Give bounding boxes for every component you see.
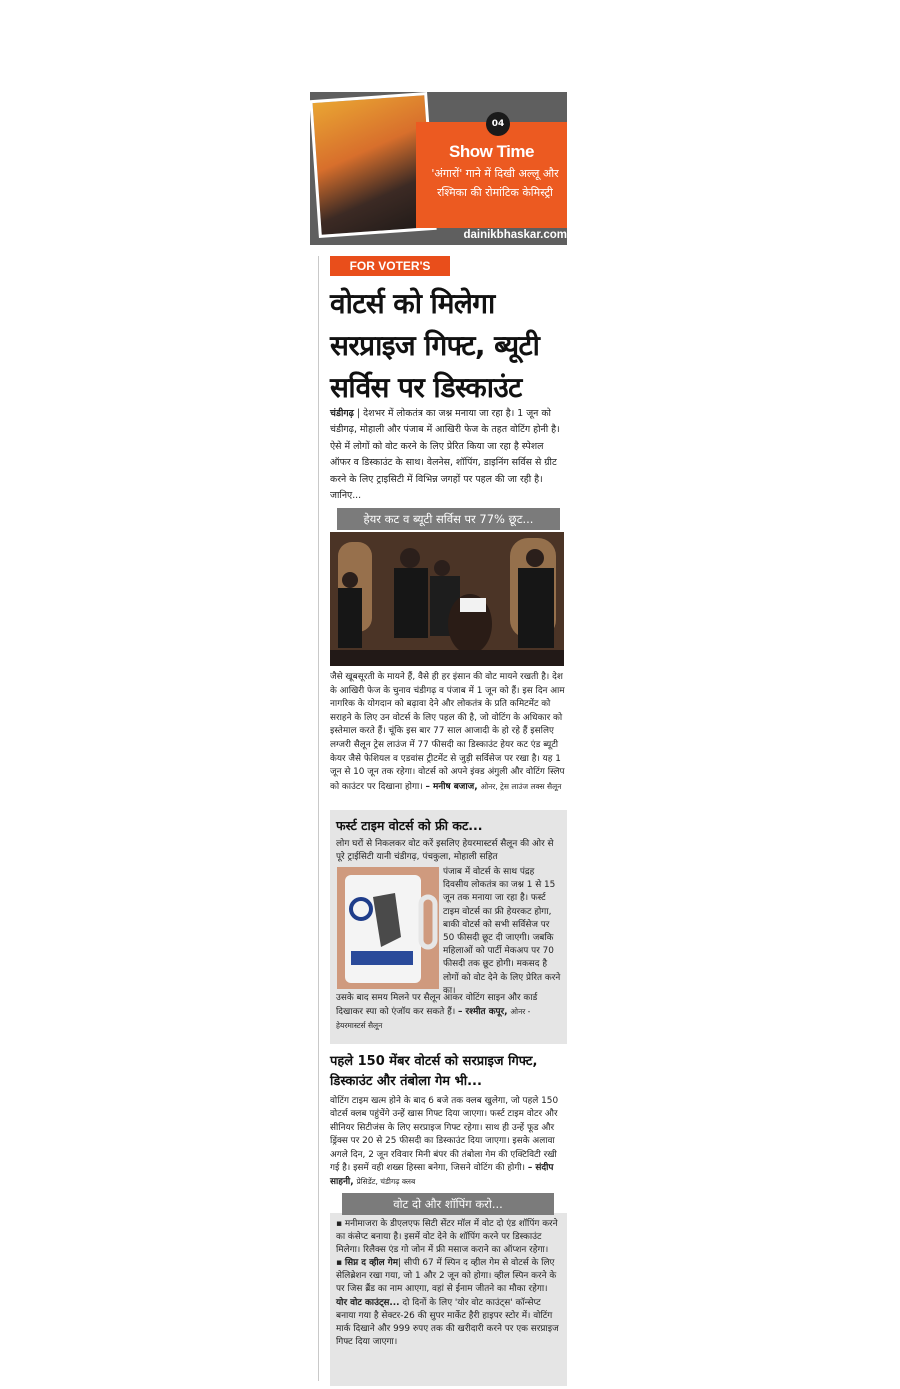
section2-author: – रश्मीत कपूर, xyxy=(458,1007,508,1018)
section3-author-role: प्रेसिडेंट, चंडीगढ़ क्लब xyxy=(356,1177,416,1187)
section1-text: जैसे खूबसूरती के मायने हैं, वैसे ही हर इंसान की वोट मायने रखती है। देश के आखिरी फेज के चुनाव चंडीगढ़ व पंजाब में 1 जून को हैं। इस दिन आम नागरिक के योगदान को बढ़ावा देने और लोकतंत्र के प्रति कमिटमेंट को सराहने के लिए उन वोटर्स के लिए पहल की है, जो वोटिंग के अधिकार को इस्तेमाल करते हैं। चूंकि इस बार 77 साल आजादी के हो रहे हैं इसलिए लग्जरी सैलून ट्रेस लाउंज में 77 फीसदी का डिस्काउंट हेयर कट एंड ब्यूटी केयर जैसे फेशियल व एडवांस ट्रीटमेंट से जुड़ी सर्विसेज पर रखा है। यह 1 जून से 10 जून तक रहेगा। वोटर्स को अपने इंक्ड अंगुली और वोटिंग स्लिप को काउंटर पर दिखाना होगा। xyxy=(330,672,565,792)
section2-text-top: लोग घरों से निकलकर वोट करें इसलिए हेयरमास्टर्स सैलून की ओर से पूरे ट्राईसिटी यानी चंडीगढ़, पंचकुला, मोहाली सहित xyxy=(336,839,554,863)
salon-photo xyxy=(330,532,564,666)
promo-text: 'अंगारों' गाने में दिखी अल्लू और रश्मिका की रोमांटिक केमिस्ट्री xyxy=(431,167,559,199)
bullet-2-text: | सीपी 67 में स्पिन द व्हील गेम से वोटर्स के लिए सेलिब्रेशन रखा गया, जो 1 और 2 जून को होगा। व्हील स्पिन करने के पर जिस ब्रैंड का नाम आएगा, वहां से ईनाम जीतने का मौका रहेगा। xyxy=(336,1258,557,1295)
section2-title: फर्स्ट टाइम वोटर्स को फ्री कट... xyxy=(336,818,483,833)
section3-author: – संदीप साहनी, xyxy=(330,1163,554,1188)
intro-text: | देशभर में लोकतंत्र का जश्न मनाया जा रहा है। 1 जून को चंडीगढ़, मोहाली और पंजाब में आखिरी फेज के तहत वोटिंग होनी है। ऐसे में लोगों को वोट करने के लिए प्रेरित किया जा रहा है स्पेशल ऑफर व डिस्काउंट के साथ। वेलनेस, शॉपिंग, डाइनिंग सर्विस से ग्रीट करने के लिए ट्राइसिटी में विभिन्न जगहों पर पहल की जा रही है। जानिए... xyxy=(330,408,560,502)
bullet-3-title: योर वोट काउंट्स... xyxy=(336,1297,400,1308)
section2-author-role: ओनर - हेयरमास्टर्स सैलून xyxy=(336,1007,531,1031)
section2-text-side: पंजाब में वोटर्स के साथ पंद्रह दिवसीय लोकतंत्र का जश्न 1 से 15 जून तक मनाया जा रहा है। फर्स्ट टाइम वोटर्स का फ्री हेयरकट होगा, बाकी वोटर्स को सभी सर्विसेज पर 50 फीसदी छूट दी जाएगी। जबकि महिलाओं को पार्टी मेकअप पर 70 फीसदी तक छूट होगी। मकसद है लोगों को वोट देने के लिए प्रेरित करने का। xyxy=(443,867,561,996)
page-number-badge: 04 xyxy=(486,112,510,136)
column-rule xyxy=(318,256,319,1381)
section-bar-hair-beauty: हेयर कट व ब्यूटी सर्विस पर 77% छूट... xyxy=(337,508,560,530)
section1-author-role: ओनर, ट्रेस लाउंज लक्स सैलून xyxy=(480,781,562,791)
section3-heading: पहले 150 मेंबर वोटर्स को सरप्राइज गिफ्ट, डिस्काउंट और तंबोला गेम भी... xyxy=(330,1054,538,1089)
intro-paragraph xyxy=(330,406,563,504)
promo-site-link[interactable]: dainikbhaskar.com xyxy=(463,229,567,241)
headline: वोटर्स को मिलेगा सरप्राइज गिफ्ट, ब्यूटी सर्विस पर डिस्काउंट xyxy=(330,287,540,404)
bullet-2-title: सिप्न द व्हील गेम xyxy=(344,1258,399,1269)
section2-text-bottom xyxy=(336,992,561,1034)
bullet-3-text: दो दिनों के लिए 'योर वोट काउंट्स' कॉन्सेप्ट बनाया गया है सेक्टर-26 की सुपर मार्केट हैरी हाइपर स्टोर में। वोटिंग मार्क दिखाने और 999 रुपए तक की खरीदारी करने पर एक सरप्राइज गिफ्ट दिया जाएगा। xyxy=(336,1297,559,1347)
salon-photo-illustration xyxy=(330,532,564,666)
bullet-item: ▪ मनीमाजरा के डीएलएफ सिटी सेंटर मॉल में वोट दो एंड शॉपिंग करने का कंसेप्ट बनाया है। इसमें वोट देने के शॉपिंग करने पर डिस्काउंट मिलेगा। रिलैक्स एंड गो जोन में फ्री मसाज कराने का ऑप्शन रहेगा। xyxy=(336,1219,558,1256)
section1-author: – मनीष बजाज, xyxy=(425,781,478,792)
bullet-1-text: मनीमाजरा के डीएलएफ सिटी सेंटर मॉल में वोट दो एंड शॉपिंग करने का कंसेप्ट बनाया है। इसमें वोट देने के शॉपिंग करने पर डिस्काउंट मिलेगा। रिलैक्स एंड गो जोन में फ्री मसाज कराने का ऑप्शन रहेगा। xyxy=(336,1219,558,1256)
section1-paragraph xyxy=(330,671,565,794)
kicker-tag: FOR VOTER'S xyxy=(330,256,450,276)
dateline: चंडीगढ़ xyxy=(330,408,354,419)
voter-mug-photo xyxy=(337,867,439,989)
bullet-item: ▪ सिप्न द व्हील गेम| सीपी 67 में स्पिन द व्हील गेम से वोटर्स के लिए सेलिब्रेशन रखा गया, जो 1 और 2 जून को होगा। व्हील स्पिन करने के पर जिस ब्रैंड का नाम आएगा, वहां से ईनाम जीतने का मौका रहेगा। xyxy=(336,1258,557,1295)
bullet-item xyxy=(336,1297,562,1349)
voter-mug-illustration xyxy=(337,867,439,989)
section3-text: वोटिंग टाइम खत्म होने के बाद 6 बजे तक क्लब खुलेगा, जो पहले 150 वोटर्स क्लब पहुंचेंगे उन्हें खास गिफ्ट दिया जाएगा। फर्स्ट टाइम वोटर और सीनियर सिटीजंस के लिए सरप्राइज गिफ्ट रहेगा। साथ ही उन्हें फूड और ड्रिंक्स पर 20 से 25 फीसदी का डिस्काउंट दिया जाएगा। इसके अलावा अगले दिन, 2 जून रविवार मिनी बंपर की तंबोला गेम की एक्टिविटी रखी गई है। इसमें वही शख्स हिस्सा बनेगा, जिसने वोटिंग की होगी। xyxy=(330,1096,559,1174)
section4-bullets xyxy=(336,1218,562,1349)
promo-title: Show Time xyxy=(449,142,534,161)
section3-paragraph xyxy=(330,1095,565,1190)
promo-box[interactable] xyxy=(310,92,567,245)
section-bar-vote-shopping: वोट दो और शॉपिंग करो... xyxy=(342,1193,554,1215)
section2-text-end: उसके बाद समय मिलने पर सैलून आकर वोटिंग साइन और कार्ड दिखाकर स्पा को एंजॉय कर सकते हैं। xyxy=(336,993,538,1018)
